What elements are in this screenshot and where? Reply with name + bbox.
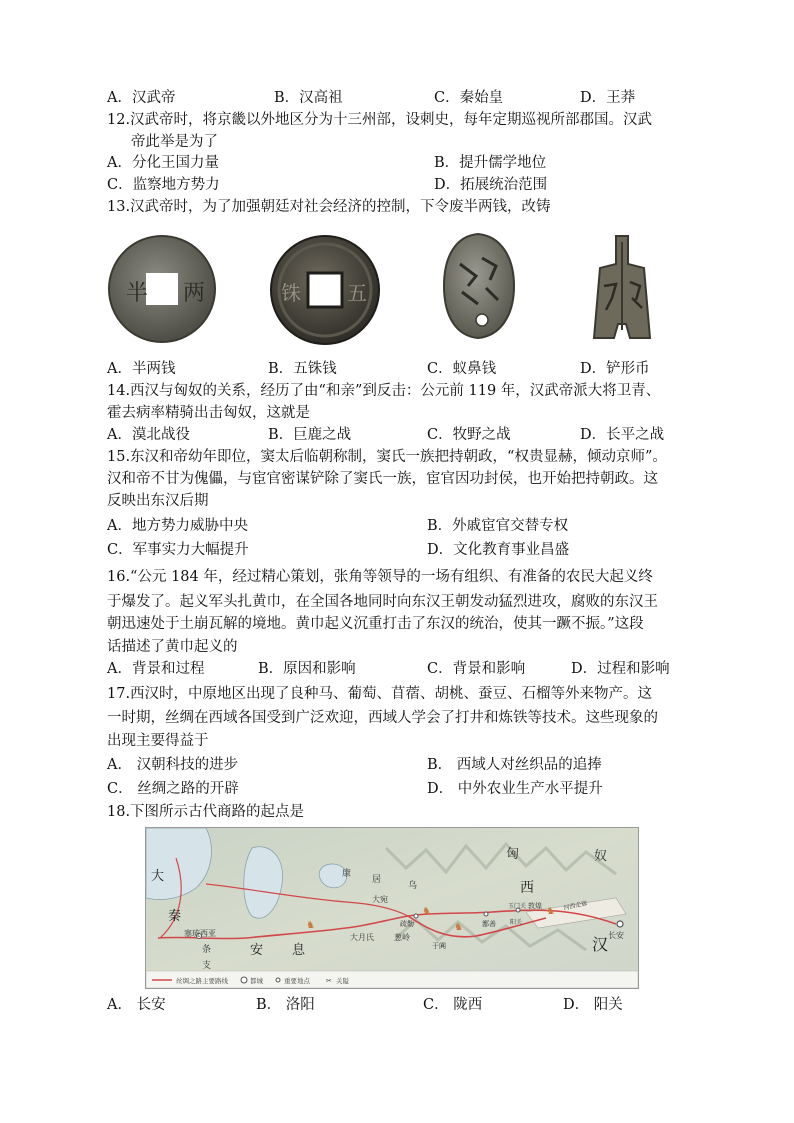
q16-option-a[interactable]: A．背景和过程: [107, 661, 205, 677]
q14-option-d[interactable]: D．长平之战: [580, 427, 665, 443]
legend-capital-label: 都城: [250, 977, 263, 985]
q12-stem-line: 帝此举是为了: [131, 134, 218, 150]
camel-icon: ♞: [422, 906, 431, 917]
map-label-xiongnu2: 奴: [594, 849, 608, 864]
q17-option-b[interactable]: B． 西域人对丝织品的追捧: [427, 757, 602, 773]
map-label-ju: 居: [372, 875, 382, 885]
legend-place-label: 重要地点: [284, 977, 310, 985]
camel-icon: ♞: [306, 920, 315, 931]
q17-stem-line: 一时期，丝绸在西域各国受到广泛欢迎，西域人学会了打井和炼铁等技术。这些现象的: [107, 710, 658, 726]
map-label-tiao: 条: [202, 945, 212, 955]
q16-option-d[interactable]: D．过程和影响: [571, 661, 670, 677]
map-label-dunhuang: 敦煌: [528, 902, 542, 910]
banliang-char-2: 两: [183, 281, 206, 306]
wuzhu-char-2: 五: [347, 281, 367, 305]
q16-stem-line: 朝迅速处于土崩瓦解的境地。黄巾起义沉重打击了东汉的统治，使其一蹶不振。”这段: [107, 616, 644, 632]
wuzhu-char-1: 铢: [281, 281, 301, 305]
q15-stem-line: 汉和帝不甘为傀儡，与宦官密谋铲除了窦氏一族，宦官因功封侯，也开始把持朝政。这: [107, 471, 658, 487]
q15-option-d[interactable]: D．文化教育事业昌盛: [427, 542, 570, 558]
banliang-coin-image: [104, 234, 220, 344]
q16-stem-line: 16.“公元 184 年，经过精心策划，张角等领导的一场有组织、有准备的农民大起义终: [107, 569, 653, 585]
q11-option-b[interactable]: B．汉高祖: [274, 90, 343, 106]
q18-option-c[interactable]: C． 陇西: [423, 997, 483, 1013]
map-label-han: 汉: [592, 935, 609, 954]
q12-option-b[interactable]: B．提升儒学地位: [434, 155, 547, 171]
silk-road-map: [145, 827, 639, 989]
q12-option-a[interactable]: A．分化王国力量: [107, 155, 219, 171]
q15-option-c[interactable]: C．军事实力大幅提升: [107, 542, 249, 558]
map-label-kang: 康: [342, 869, 352, 879]
map-label-an: 安: [250, 943, 264, 958]
map-label-wusun: 乌: [408, 881, 418, 891]
q17-option-d[interactable]: D． 中外农业生产水平提升: [427, 781, 603, 797]
q15-option-b[interactable]: B．外戚宦官交替专权: [427, 518, 569, 534]
q14-option-b[interactable]: B．巨鹿之战: [268, 427, 352, 443]
map-label-xiongnu1: 匈: [506, 847, 520, 862]
spade-coin-image: [586, 234, 658, 344]
map-label-seleucia: 塞琉西亚: [184, 929, 216, 938]
q17-option-c[interactable]: C． 丝绸之路的开辟: [107, 781, 239, 797]
q12-stem-line: 12.汉武帝时，将京畿以外地区分为十三州部，设刺史，每年定期巡视所部郡国。汉武: [107, 112, 653, 128]
q15-stem-line: 15.东汉和帝幼年即位，窦太后临朝称制，窦氏一族把持朝政，“权贵显赫，倾动京师”。: [107, 449, 667, 465]
city-marker: [484, 912, 488, 916]
capital-legend-icon: [241, 977, 247, 983]
q13-option-a[interactable]: A．半两钱: [107, 361, 176, 377]
q14-option-c[interactable]: C．牧野之战: [427, 427, 511, 443]
map-label-yumen: 玉门关: [508, 903, 527, 910]
q14-stem-line: 14.西汉与匈奴的关系，经历了由“和亲”到反击：公元前 119 年，汉武帝派大将卫青、: [107, 383, 661, 399]
yibi-coin-image: [438, 230, 520, 342]
q13-stem-line: 13.汉武帝时，为了加强朝廷对社会经济的控制，下令废半两钱，改铸: [107, 199, 551, 215]
legend-route-label: 丝绸之路主要路线: [176, 977, 228, 985]
camel-icon: ♞: [546, 906, 555, 917]
map-label-xi: 西: [520, 880, 534, 896]
camel-icon: ♞: [454, 922, 463, 933]
q14-option-a[interactable]: A．漠北战役: [107, 427, 190, 443]
q12-option-d[interactable]: D．拓展统治范围: [434, 177, 548, 193]
map-label-da: 大: [151, 869, 165, 884]
q15-option-a[interactable]: A．地方势力威胁中央: [107, 518, 248, 534]
q18-option-b[interactable]: B． 洛阳: [256, 997, 315, 1013]
map-label-yangguan: 阳关: [510, 919, 523, 926]
q16-option-b[interactable]: B．原因和影响: [258, 661, 356, 677]
q15-stem-line: 反映出东汉后期: [107, 493, 209, 509]
map-label-dayuezhi: 大月氏: [350, 933, 374, 942]
legend-pass-label: 关隘: [336, 977, 349, 985]
map-label-changan: 长安: [608, 931, 624, 940]
q18-option-a[interactable]: A． 长安: [107, 997, 166, 1013]
q13-option-c[interactable]: C．蚁鼻钱: [427, 361, 497, 377]
q11-option-c[interactable]: C．秦始皇: [434, 90, 504, 106]
city-marker: [414, 914, 418, 918]
q16-stem-line: 话描述了黄巾起义的: [107, 639, 238, 655]
q13-option-d[interactable]: D．铲形币: [580, 361, 650, 377]
q18-option-d[interactable]: D． 阳关: [563, 997, 623, 1013]
wuzhu-coin-image: [268, 234, 382, 346]
banliang-char-1: 半: [126, 281, 149, 306]
q16-stem-line: 于爆发了。起义军头扎黄巾，在全国各地同时向东汉王朝发动猛烈进攻，腐败的东汉王: [107, 594, 658, 610]
q16-option-c[interactable]: C．背景和影响: [427, 661, 526, 677]
q12-option-c[interactable]: C．监察地方势力: [107, 177, 220, 193]
q13-option-b[interactable]: B．五铢钱: [268, 361, 337, 377]
map-label-shanshan: 鄯善: [482, 920, 496, 928]
q18-stem-line: 18.下图所示古代商路的起点是: [107, 804, 305, 820]
capital-marker: [617, 921, 623, 927]
q17-option-a[interactable]: A． 汉朝科技的进步: [107, 757, 239, 773]
q11-option-a[interactable]: A．汉武帝: [107, 90, 176, 106]
map-label-dayuan: 大宛: [372, 895, 388, 904]
q11-option-d[interactable]: D．王莽: [580, 90, 636, 106]
place-legend-icon: [276, 978, 280, 982]
q17-stem-line: 17.西汉时，中原地区出现了良种马、葡萄、苜蓿、胡桃、蚕豆、石榴等外来物产。这: [107, 686, 653, 702]
map-label-hexi: 河西走廊: [562, 900, 588, 912]
q14-stem-line: 霍去病率精骑出击匈奴，这就是: [107, 405, 310, 421]
map-label-xi2: 息: [292, 943, 306, 958]
map-label-qin: 秦: [168, 909, 182, 924]
map-label-zhi: 支: [202, 961, 212, 971]
pass-legend-icon: ✂: [326, 977, 332, 985]
map-label-yutian: 于阗: [432, 942, 446, 950]
q17-stem-line: 出现主要得益于: [107, 733, 209, 749]
map-label-shule: 疏勒: [400, 920, 414, 928]
map-label-congling: 葱岭: [394, 933, 410, 942]
